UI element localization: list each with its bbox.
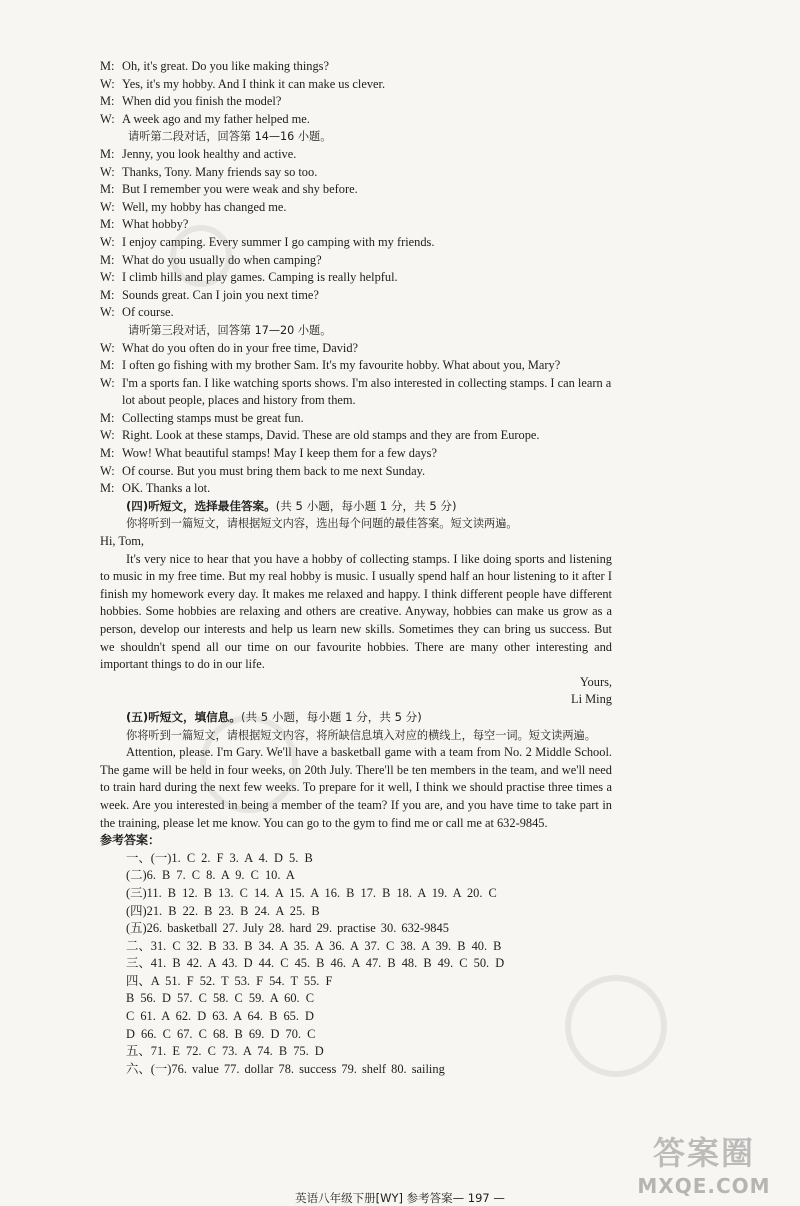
dialog-line: W: I climb hills and play games. Camping is really helpful. <box>100 270 398 285</box>
dialog-line: M: Collecting stamps must be great fun. <box>100 410 304 425</box>
answer-row: B 56. D 57. C 58. C 59. A 60. C <box>126 991 315 1006</box>
letter-closing: Yours, <box>579 674 612 689</box>
dialog-line: M: Wow! What beautiful stamps! May I keep them for a few days? <box>100 446 437 461</box>
answer-row: 一、(一)1. C 2. F 3. A 4. D 5. B <box>126 850 313 865</box>
answer-row: 五、71. E 72. C 73. A 74. B 75. D <box>126 1044 324 1059</box>
dialog-line: W: Of course. <box>100 305 174 320</box>
site-logo-watermark: 答案圈 MXQE.COM <box>637 1134 771 1198</box>
answer-row: (五)26. basketball 27. July 28. hard 29. practise 30. 632-9845 <box>126 921 449 936</box>
answer-row: (二)6. B 7. C 8. A 9. C 10. A <box>126 868 295 883</box>
answer-key <box>100 850 612 1079</box>
notice-text: Attention, please. I'm Gary. We'll have a basketball game with a team from No. 2 Middle School. The game will be held in four weeks, on 20th July. There'll be ten members in the team, and we'll need to train hard during the next few weeks. To prepare for it well, I think we should practise three times a week. Are you interested in being a member of the team? If you are, and you have time to take part in the training, please let me know. You can go to the gym to find me or call me at 632-9845. <box>100 745 612 830</box>
section-5-instruction: 你将听到一篇短文，请根据短文内容，将所缺信息填入对应的横线上，每空一词。短文读两遍。 <box>126 728 596 742</box>
answers-heading: 参考答案： <box>100 833 161 848</box>
dialog-line: W: Yes, it's my hobby. And I think it can make us clever. <box>100 76 386 91</box>
answer-row: 四、A 51. F 52. T 53. F 54. T 55. F <box>126 973 333 988</box>
dialog-3 <box>100 146 612 322</box>
answer-row: 三、41. B 42. A 43. D 44. C 45. B 46. A 47. B 48. B 49. C 50. D <box>126 956 505 971</box>
answer-row: C 61. A 62. D 63. A 64. B 65. D <box>126 1009 315 1024</box>
section-5-heading: (五)听短文，填信息。(共 5 小题，每小题 1 分，共 5 分) <box>126 709 422 724</box>
dialog-line: W: I enjoy camping. Every summer I go camping with my friends. <box>100 234 435 249</box>
answer-row: 二、31. C 32. B 33. B 34. A 35. A 36. A 37. C 38. A 39. B 40. B <box>126 938 502 953</box>
dialog-line: M: What do you usually do when camping? <box>100 252 322 267</box>
document-page <box>100 58 612 1078</box>
instruction-dialog-3: 请听第三段对话，回答第 17—20 小题。 <box>128 323 332 337</box>
answer-row: 六、(一)76. value 77. dollar 78. success 79. shelf 80. sailing <box>126 1061 445 1076</box>
dialog-line: W: What do you often do in your free time, David? <box>100 340 359 355</box>
letter-signature: Li Ming <box>571 692 612 707</box>
dialog-4 <box>100 340 612 498</box>
dialog-line: W: Of course. But you must bring them back to me next Sunday. <box>100 463 426 478</box>
answer-row: (四)21. B 22. B 23. B 24. A 25. B <box>126 903 320 918</box>
answer-row: (三)11. B 12. B 13. C 14. A 15. A 16. B 17. B 18. A 19. A 20. C <box>126 885 497 900</box>
dialog-line: M: I often go fishing with my brother Sam. It's my favourite hobby. What about you, Mary? <box>100 358 561 373</box>
dialog-line: W: Thanks, Tony. Many friends say so too. <box>100 164 318 179</box>
page-footer: 英语八年级下册[WY] 参考答案— 197 — <box>295 1191 505 1205</box>
dialog-line: M: OK. Thanks a lot. <box>100 481 211 496</box>
dialog-line: W: A week ago and my father helped me. <box>100 111 310 126</box>
dialog-line: W: I'm a sports fan. I like watching sports shows. I'm also interested in collecting stamps. I can learn a lot about people, places and history from them. <box>100 375 612 408</box>
dialog-line: M: Jenny, you look healthy and active. <box>100 146 297 161</box>
dialog-line: M: Oh, it's great. Do you like making things? <box>100 59 329 73</box>
letter-greeting: Hi, Tom, <box>100 534 144 549</box>
instruction-dialog-2: 请听第二段对话，回答第 14—16 小题。 <box>128 130 332 144</box>
dialog-line: M: When did you finish the model? <box>100 94 282 109</box>
dialog-line: W: Well, my hobby has changed me. <box>100 199 287 214</box>
answer-row: D 66. C 67. C 68. B 69. D 70. C <box>126 1026 316 1041</box>
section-4-heading: (四)听短文，选择最佳答案。(共 5 小题，每小题 1 分，共 5 分) <box>126 498 457 513</box>
dialog-line: M: Sounds great. Can I join you next time? <box>100 287 319 302</box>
dialog-line: M: But I remember you were weak and shy before. <box>100 182 358 197</box>
dialog-line: W: Right. Look at these stamps, David. These are old stamps and they are from Europe. <box>100 428 540 443</box>
section-4-instruction: 你将听到一篇短文，请根据短文内容，选出每个问题的最佳答案。短文读两遍。 <box>126 517 518 531</box>
dialog-2-tail <box>100 58 612 128</box>
dialog-line: M: What hobby? <box>100 217 189 232</box>
letter-body: It's very nice to hear that you have a hobby of collecting stamps. I like doing sports and listening to music in my free time. But my real hobby is music. I usually spend half an hour listening to it after I finish my homework every day. It makes me relaxed and happy. I think different people have different hobbies. Some hobbies are relaxing and others are creative. Anyway, hobbies can make us grow as a person, develop our interests and help us learn new skills. Sometimes they can bring us success. But we shouldn't spend all our time on our favourite hobbies. There are many other interesting and important things to do in our life. <box>100 551 612 672</box>
